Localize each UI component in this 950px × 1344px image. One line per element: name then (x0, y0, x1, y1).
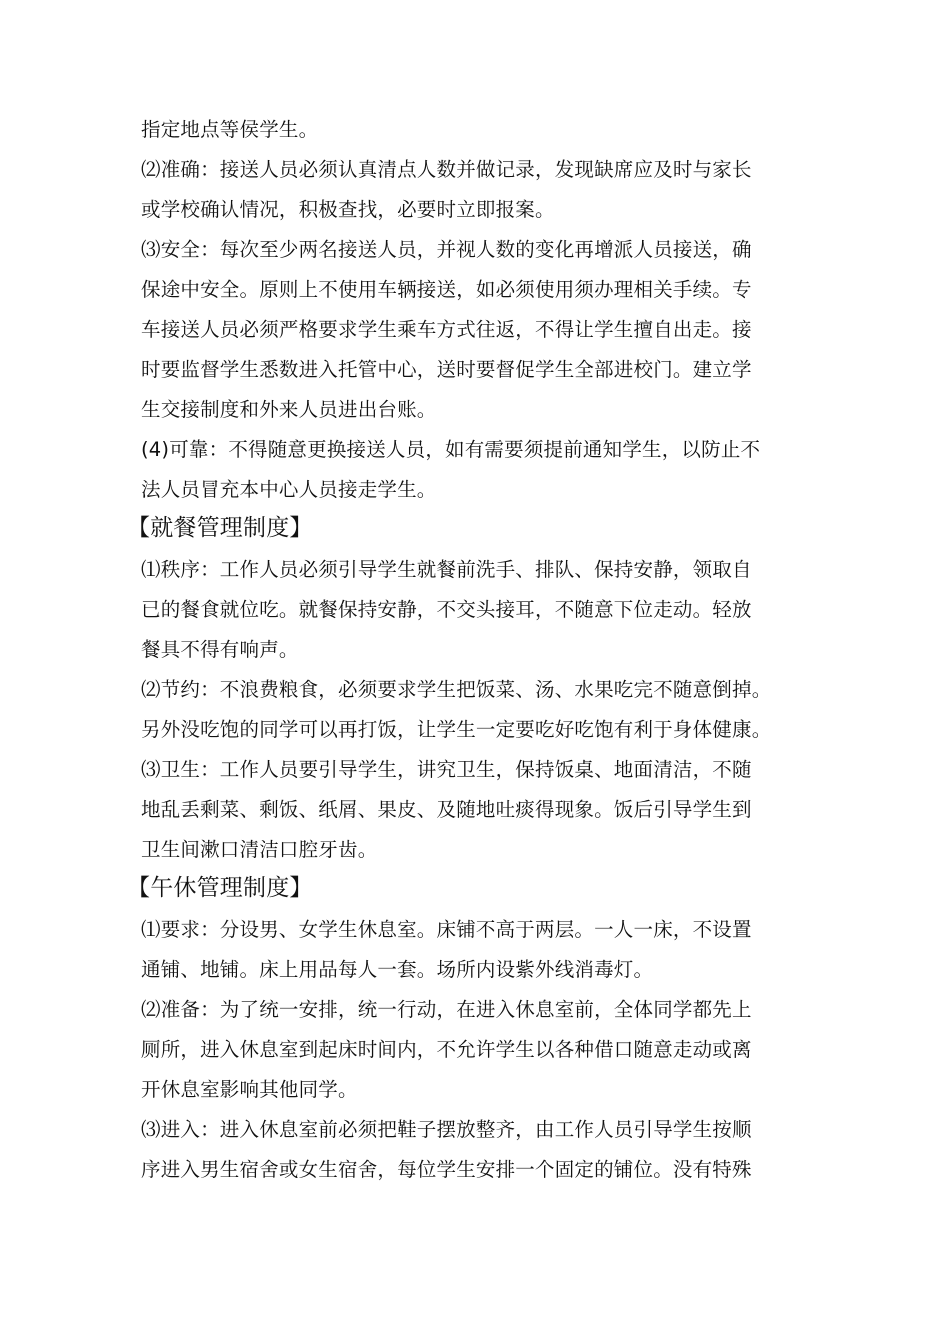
text-line: 地乱丢剩菜、剩饭、纸屑、果皮、及随地吐痰得现象。饭后引导学生到 (141, 798, 752, 821)
section-heading-nap: 【午休管理制度】 (127, 875, 313, 901)
text-line: 序进入男生宿舍或女生宿舍，每位学生安排一个固定的铺位。没有特殊 (141, 1158, 752, 1181)
text-line: (4)可靠：不得随意更换接送人员，如有需要须提前通知学生，以防止不 (141, 438, 761, 461)
text-line: ⑶安全：每次至少两名接送人员，并视人数的变化再增派人员接送，确 (141, 238, 752, 261)
text-line: ⑵节约：不浪费粮食，必须要求学生把饭菜、汤、水果吃完不随意倒掉。 (141, 678, 772, 701)
text-line: 生交接制度和外来人员进出台账。 (141, 398, 437, 421)
text-line: ⑵准备：为了统一安排，统一行动，在进入休息室前，全体同学都先上 (141, 998, 752, 1021)
text-line: ⑴秩序：工作人员必须引导学生就餐前洗手、排队、保持安静，领取自 (141, 558, 752, 581)
text-line: 保途中安全。原则上不使用车辆接送，如必须使用须办理相关手续。专 (141, 278, 752, 301)
text-line: ⑶卫生：工作人员要引导学生，讲究卫生，保持饭桌、地面清洁，不随 (141, 758, 752, 781)
text-line: 时要监督学生悉数进入托管中心，送时要督促学生全部进校门。建立学 (141, 358, 752, 381)
text-line: 或学校确认情况，积极查找，必要时立即报案。 (141, 198, 555, 221)
text-line: ⑴要求：分设男、女学生休息室。床铺不高于两层。一人一床，不设置 (141, 918, 752, 941)
text-line: 通铺、地铺。床上用品每人一套。场所内设紫外线消毒灯。 (141, 958, 654, 981)
text-line: ⑵准确：接送人员必须认真清点人数并做记录，发现缺席应及时与家长 (141, 158, 752, 181)
text-line: 开休息室影响其他同学。 (141, 1078, 358, 1101)
section-heading-dining: 【就餐管理制度】 (127, 515, 313, 541)
text-line: 餐具不得有响声。 (141, 638, 299, 661)
text-line: 厕所，进入休息室到起床时间内，不允许学生以各种借口随意走动或离 (141, 1038, 752, 1061)
text-line: 已的餐食就位吃。就餐保持安静，不交头接耳，不随意下位走动。轻放 (141, 598, 752, 621)
text-line: 卫生间漱口清洁口腔牙齿。 (141, 838, 378, 861)
text-line: 指定地点等侯学生。 (141, 118, 319, 141)
document-page (127, 110, 811, 1190)
text-line: ⑶进入：进入休息室前必须把鞋子摆放整齐，由工作人员引导学生按顺 (141, 1118, 752, 1141)
text-line: 法人员冒充本中心人员接走学生。 (141, 478, 437, 501)
text-line: 车接送人员必须严格要求学生乘车方式往返，不得让学生擅自出走。接 (141, 318, 752, 341)
text-line: 另外没吃饱的同学可以再打饭，让学生一定要吃好吃饱有利于身体健康。 (141, 718, 772, 741)
